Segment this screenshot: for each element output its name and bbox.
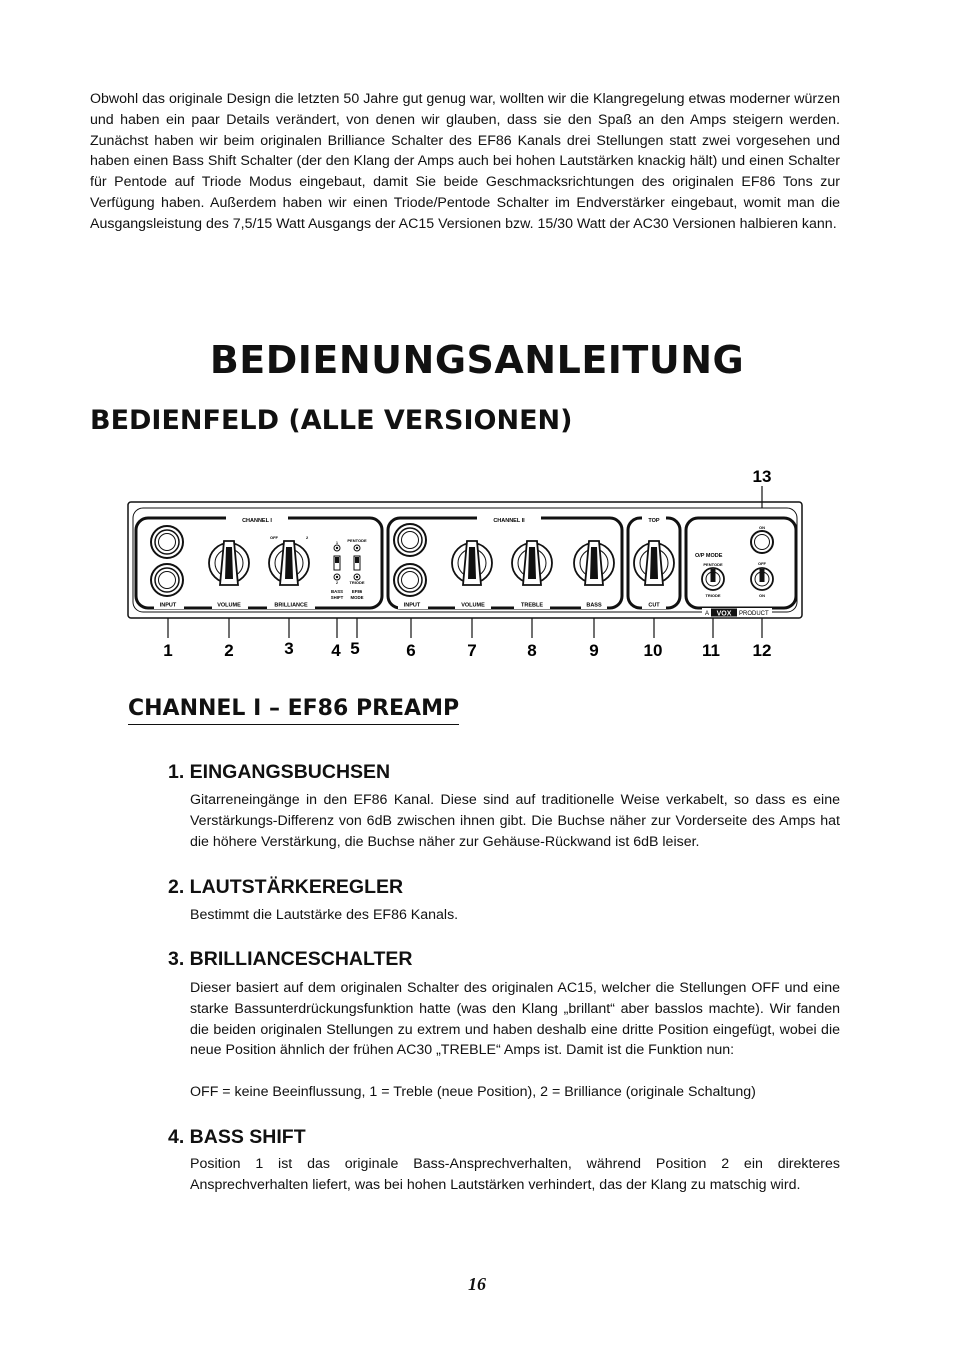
section-1-heading: 1. EINGANGSBUCHSEN	[168, 761, 391, 783]
callout-10: 10	[643, 641, 663, 660]
treble-label: TREBLE	[521, 602, 543, 609]
ef86-pentode-label: PENTODE	[347, 538, 367, 543]
op-pentode-label: PENTODE	[703, 562, 723, 567]
brilliance-2-label: 2	[306, 535, 309, 540]
bass-shift-2-label: 2	[336, 581, 338, 585]
vox-logo: VOX	[716, 610, 732, 618]
bass-shift-1-label: 1	[336, 541, 338, 545]
bass-shift-dot-2	[334, 574, 340, 580]
page-number: 16	[468, 1274, 486, 1294]
ef86-triode-label: TRIODE	[349, 580, 365, 585]
op-triode-label: TRIODE	[705, 593, 721, 598]
callout-12: 12	[752, 641, 772, 660]
ef86-mode-label-2: MODE	[350, 595, 364, 600]
panel-heading: BEDIENFELD (ALLE VERSIONEN)	[90, 405, 573, 436]
power-switch[interactable]	[751, 568, 773, 590]
standby-lamp	[751, 531, 773, 553]
bass-shift-label-1: BASS	[331, 589, 343, 594]
callout-4: 4	[331, 641, 341, 660]
treble-knob[interactable]	[512, 541, 552, 585]
callout-6: 6	[406, 641, 416, 660]
channel-2-label: CHANNEL II	[493, 518, 525, 524]
cut-label: CUT	[648, 602, 660, 609]
callout-9: 9	[589, 641, 599, 660]
volume-knob-ch1[interactable]	[209, 541, 249, 585]
section-2-heading: 2. LAUTSTÄRKEREGLER	[168, 876, 404, 898]
bass-shift-dot-1	[334, 545, 340, 551]
channel-1-label: CHANNEL I	[242, 518, 272, 524]
standby-on-label: ON	[759, 525, 765, 530]
section-2-body: Bestimmt die Lautstärke des EF86 Kanals.	[190, 907, 459, 923]
section-title: CHANNEL I – EF86 PREAMP	[128, 696, 459, 725]
section-4-heading: 4. BASS SHIFT	[168, 1126, 306, 1148]
section-3-heading: 3. BRILLIANCESCHALTER	[168, 948, 413, 970]
callout-3: 3	[284, 639, 294, 658]
bass-knob[interactable]	[574, 541, 614, 585]
volume-knob-ch2[interactable]	[452, 541, 492, 585]
input-label-ch1: INPUT	[159, 602, 177, 609]
ef86-dot-1	[354, 545, 360, 551]
bass-label: BASS	[586, 602, 602, 609]
page-title: BEDIENUNGSANLEITUNG	[209, 338, 745, 382]
callout-1: 1	[163, 641, 173, 660]
bass-shift-switch[interactable]	[334, 556, 340, 570]
callout-7: 7	[467, 641, 477, 660]
bass-shift-label-2: SHIFT	[330, 595, 344, 600]
section-4-body: Position 1 ist das originale Bass-Ansprechverhalten, während Position 2 ein direkteres Ansprechverhalten liefert, was bei hohen Lautstärken verhindert, das der Klang zu matschig wird.	[190, 1156, 840, 1193]
input-jack-ch2-low[interactable]	[394, 564, 426, 596]
callout-8: 8	[527, 641, 537, 660]
brand-product: PRODUCT	[739, 611, 769, 617]
callout-2: 2	[224, 641, 234, 660]
section-1-body: Gitarreneingänge in den EF86 Kanal. Diese sind auf traditionelle Weise verkabelt, so dass es eine Verstärkungs-Differenz von 6dB zwischen ihnen gibt. Die Buchse näher zur Vorderseite des Amps hat die höhere Verstärkung, die Buchse näher zur Gehäuse-Rückwand ist 6dB leiser.	[190, 792, 840, 850]
callout-5: 5	[350, 639, 360, 658]
input-label-ch2: INPUT	[403, 602, 421, 609]
power-on-label: ON	[759, 593, 765, 598]
brilliance-label: BRILLIANCE	[274, 602, 308, 609]
control-panel-diagram	[126, 466, 806, 666]
volume-label-ch2: VOLUME	[461, 602, 485, 609]
ef86-mode-switch[interactable]	[354, 556, 360, 570]
section-3-body: Dieser basiert auf dem originalen Schalter des originalen AC15, welcher die Stellungen OFF und eine starke Bassunterdrückungsfunktion hatte (was den Klang „brillant“ aber basslos machte). Wir fanden die beiden originalen Stellungen zu extrem und haben deshalb eine dritte Position eingefügt, wobei die neue Position ähnlich der frühen AC30 „TREBLE“ Amps ist. Damit ist die Funktion nun:	[190, 980, 840, 1059]
input-jack-ch2-high[interactable]	[394, 524, 426, 556]
cut-knob[interactable]	[634, 541, 674, 585]
input-jack-low[interactable]	[151, 564, 183, 596]
op-mode-switch[interactable]	[702, 568, 724, 590]
input-jack-high[interactable]	[151, 526, 183, 558]
callout-11: 11	[702, 641, 720, 660]
callout-13: 13	[752, 467, 772, 486]
intro-paragraph: Obwohl das originale Design die letzten 50 Jahre gut genug war, wollten wir die Klangregelung etwas moderner würzen und haben ein paar Details verändert, von denen wir glauben, dass sie den Spaß an den Amps steigern werden. Zunächst haben wir beim originalen Brilliance Schalter des EF86 Kanals drei Stellungen statt zwei vorgesehen und haben einen Bass Shift Schalter (der den Klang der Amps auch bei hohen Lautstärken knackig hält) und einen Schalter für Pentode auf Triode Modus eingebaut, damit Sie beide Geschmacksrichtungen des originalen EF86 Tons zur Verfügung haben. Außerdem haben wir einen Triode/Pentode Schalter im Endverstärker eingebaut, womit man die Ausgangsleistung des 7,5/15 Watt Ausgangs der AC15 Versionen bzw. 15/30 Watt der AC30 Versionen halbieren kann.	[90, 91, 840, 232]
brilliance-off-label: OFF	[270, 535, 278, 540]
op-mode-label: O/P MODE	[695, 553, 723, 559]
ef86-mode-label-1: EF86	[351, 589, 363, 594]
volume-label-ch1: VOLUME	[217, 602, 241, 609]
brand-a: A	[705, 611, 710, 617]
power-off-label: OFF	[758, 561, 766, 566]
top-label: TOP	[648, 518, 660, 524]
section-3-body-values: OFF = keine Beeinflussung, 1 = Treble (neue Position), 2 = Brilliance (originale Schaltung)	[190, 1084, 756, 1100]
brilliance-knob[interactable]	[269, 541, 309, 585]
